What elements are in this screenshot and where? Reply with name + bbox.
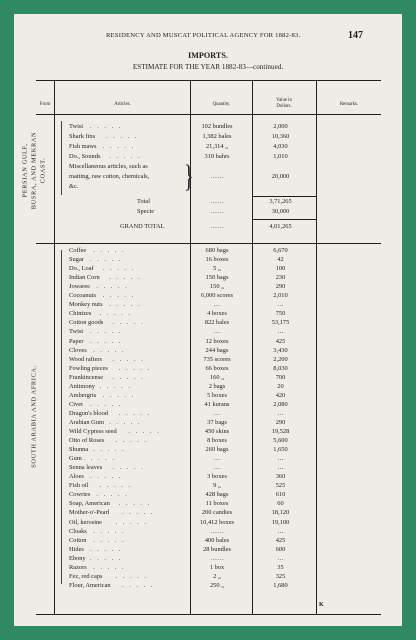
table-row	[14, 152, 402, 162]
col-header-quantity: Quantity.	[212, 102, 231, 107]
article-cell: Wood rafters	[69, 355, 103, 363]
quantity-cell: 160 „	[209, 373, 225, 381]
value-cell: 360	[275, 473, 286, 481]
running-title: RESIDENCY AND MUSCAT POLITICAL AGENCY FOR 1882-83.	[106, 32, 301, 39]
leader-dots: . . . . .	[115, 518, 148, 526]
value-cell: 60	[277, 500, 284, 508]
value-cell: 10,360	[271, 133, 290, 140]
section-label-persian-gulf: PERSIAN GULF, BUSRA, AND MEKRAN COAST.	[21, 131, 47, 210]
value-cell: 525	[275, 482, 286, 490]
total-quantity: ……	[210, 198, 224, 205]
quantity-cell: 66 boxes	[205, 364, 229, 372]
value-cell: 1,680	[273, 581, 288, 589]
leader-dots: . . . . .	[93, 527, 126, 535]
value-cell: 18,120	[271, 509, 290, 517]
signature-mark: K	[319, 602, 324, 608]
article-cell: Ambergris	[69, 391, 97, 399]
quantity-cell: ……	[210, 554, 224, 562]
article-cell: Fish oil	[69, 482, 89, 490]
leader-dots: . . . . .	[96, 491, 129, 499]
grand-total-label: GRAND TOTAL	[120, 223, 165, 230]
value-cell: 5,600	[273, 437, 288, 445]
leader-dots: . . . . .	[102, 292, 136, 300]
leader-dots: . . . . .	[122, 581, 155, 589]
leader-dots: . . . . .	[112, 373, 145, 381]
quantity-cell: 9 „	[213, 482, 221, 490]
article-cell: Senna leaves	[69, 464, 103, 472]
article-cell: Oil, kerosine	[69, 518, 103, 526]
article-cell: Indian Corn	[69, 274, 100, 282]
value-cell: 700	[275, 373, 286, 381]
leader-dots: . . . . .	[99, 482, 132, 490]
article-cell: Monkey nuts	[69, 301, 103, 309]
value-cell: 42	[277, 256, 284, 264]
quantity-cell: 310 bahrs	[204, 153, 230, 160]
value-cell: 4,030	[273, 143, 288, 150]
article-cell: Dragon's blood	[69, 409, 108, 417]
quantity-cell: 680 bags	[205, 247, 229, 254]
quantity-cell: …	[213, 464, 221, 472]
quantity-cell: 2 bags	[208, 382, 226, 390]
leader-dots: . . . . .	[115, 437, 148, 445]
article-cell: Wild Cypress seed	[69, 428, 117, 435]
table-row	[14, 172, 402, 182]
article-cell: Hides	[69, 545, 84, 553]
article-cell: Cotton goods	[69, 319, 104, 327]
value-cell: …	[277, 301, 284, 309]
quantity-cell: 428 bags	[205, 491, 229, 499]
specie-value: 30,000	[271, 208, 290, 215]
article-cell: Jowaree	[69, 283, 90, 291]
col-header-value: Value in Dollars.	[276, 98, 292, 109]
leader-dots: . . . . .	[93, 563, 126, 571]
value-cell: 2,000	[273, 123, 288, 130]
value-cell: …	[277, 328, 284, 336]
table-subtitle: ESTIMATE FOR THE YEAR 1882-83—continued.	[132, 63, 284, 71]
leader-dots: . . . . .	[118, 364, 152, 372]
quantity-cell: 1,382 bales	[202, 133, 232, 140]
quantity-cell: 735 scores	[203, 355, 231, 363]
value-cell: 8,030	[273, 364, 288, 372]
leader-dots: . . . . .	[93, 247, 126, 254]
table-row	[14, 142, 402, 152]
table-row	[14, 182, 402, 192]
value-cell: 20,000	[271, 173, 290, 180]
table-top-rule	[36, 80, 381, 81]
article-cell: Cloaks	[69, 527, 87, 535]
leader-dots: . . . . .	[102, 265, 136, 273]
value-cell: …	[277, 464, 284, 472]
quantity-cell: 3 boxes	[207, 473, 227, 481]
quantity-cell: …	[213, 301, 221, 309]
article-cell: Flour, American	[69, 581, 111, 589]
leader-dots: . . . . .	[112, 319, 145, 327]
grand-total-rule	[252, 219, 316, 220]
page-number: 147	[348, 30, 363, 41]
table-bottom-rule	[36, 614, 381, 615]
leader-dots: . . . . .	[93, 346, 126, 354]
leader-dots: . . . . .	[118, 409, 152, 417]
col-header-remarks: Remarks.	[339, 102, 359, 107]
brace-mark: }	[184, 159, 194, 195]
quantity-cell: 12 boxes	[205, 337, 229, 345]
value-cell: 53,175	[271, 319, 290, 327]
section-label-south-arabia: SOUTH ARABIA AND AFRICA.	[30, 365, 38, 468]
col-header-from: From	[39, 102, 51, 107]
value-cell: …	[277, 554, 284, 562]
quantity-cell: 150 „	[209, 283, 225, 291]
value-cell: …	[277, 527, 284, 535]
leader-dots: . . . . .	[83, 455, 116, 463]
leader-dots: . . . . .	[90, 256, 123, 264]
quantity-cell: 244 bags	[205, 346, 229, 354]
header-bottom-rule	[36, 114, 381, 115]
quantity-cell: 400 bales	[204, 536, 230, 544]
article-cell: Miscellaneous articles, such as	[69, 163, 148, 170]
article-cell: Twist	[69, 123, 84, 130]
grand-total-row	[14, 222, 402, 232]
value-cell: 1,650	[273, 446, 288, 454]
quantity-cell: 250 „	[209, 581, 225, 589]
specie-label: Specie	[137, 208, 155, 215]
quantity-cell: 10,412 boxes	[199, 518, 235, 526]
article-cell: Do., Loaf	[69, 265, 94, 273]
article-cell: Chintzes	[69, 310, 92, 318]
value-cell: 100	[275, 265, 286, 273]
article-cell: Fez, red caps	[69, 572, 103, 580]
quantity-cell: 28 bundles	[203, 545, 231, 553]
quantity-cell: 8 boxes	[207, 437, 227, 445]
leader-dots: . . . . .	[128, 428, 161, 435]
article-cell: Mother-o'-Pearl	[69, 509, 110, 517]
leader-dots: . . . . .	[90, 473, 123, 481]
quantity-cell: 16 boxes	[205, 256, 229, 264]
leader-dots: . . . . .	[93, 536, 126, 544]
article-cell: matting, raw cotton, chemicals,	[69, 173, 150, 180]
leader-dots: . . . . .	[96, 283, 129, 291]
article-cell: Cotton	[69, 536, 87, 544]
value-cell: 2,200	[273, 355, 288, 363]
quantity-cell: 200 candies	[201, 509, 233, 517]
article-cell: Fish maws	[69, 143, 97, 150]
quantity-cell: 450 skins	[204, 428, 230, 435]
value-cell: 290	[275, 418, 286, 426]
value-cell: 6,670	[273, 247, 288, 254]
article-cell: Razors	[69, 563, 87, 571]
table-row	[14, 581, 402, 591]
leader-dots: . . . . .	[99, 382, 132, 390]
leader-dots: . . . . .	[90, 400, 123, 408]
value-cell: 2,010	[273, 292, 288, 300]
value-cell: 420	[275, 391, 286, 399]
quantity-cell: 6,000 scores	[201, 292, 233, 300]
quantity-cell: 822 bales	[204, 319, 230, 327]
quantity-cell: 102 bundles	[201, 123, 233, 130]
quantity-cell: ……	[210, 173, 224, 180]
leader-dots: . . . . .	[99, 310, 132, 318]
value-cell: 750	[275, 310, 286, 318]
leader-dots: . . . . .	[118, 500, 152, 508]
quantity-cell: …	[213, 328, 221, 336]
article-cell: Sugar	[69, 256, 84, 264]
book-page	[14, 14, 402, 626]
quantity-cell: …	[213, 455, 221, 463]
article-cell: Ebony	[69, 554, 86, 562]
leader-dots: . . . . .	[106, 133, 139, 140]
article-cell: Shunna	[69, 446, 89, 454]
leader-dots: . . . . .	[109, 418, 142, 426]
grand-total-quantity: ……	[210, 223, 224, 230]
total-row	[14, 197, 402, 207]
article-cell: Twist	[69, 328, 84, 336]
total-label: Total	[137, 198, 151, 205]
value-cell: 600	[275, 545, 286, 553]
article-cell: Frankincense	[69, 373, 104, 381]
article-cell: Gum	[69, 455, 82, 463]
quantity-cell: 260 bags	[205, 446, 229, 454]
value-cell: 610	[275, 491, 286, 499]
leader-dots: . . . . .	[102, 391, 136, 399]
leader-dots: . . . . .	[90, 123, 123, 130]
leader-dots: . . . . .	[90, 328, 123, 336]
leader-dots: . . . . .	[90, 337, 123, 345]
article-cell: Do., Sounds	[69, 153, 101, 160]
article-cell: &c.	[69, 183, 79, 190]
article-cell: Otto of Roses	[69, 437, 105, 445]
quantity-cell: 5 boxes	[207, 391, 227, 399]
table-row	[14, 162, 402, 172]
col-header-articles: Articles.	[114, 102, 131, 107]
quantity-cell: 37 bags	[207, 418, 227, 426]
article-cell: Coffee	[69, 247, 87, 254]
quantity-cell: ……	[210, 527, 224, 535]
quantity-cell: 41 kurans	[204, 400, 230, 408]
leader-dots: . . . . .	[112, 355, 145, 363]
table-row	[14, 132, 402, 142]
quantity-cell: 21,314 „	[205, 143, 228, 150]
value-cell: 35	[277, 563, 284, 571]
value-cell: 230	[275, 274, 286, 282]
total-value: 3,71,265	[269, 198, 292, 205]
grand-total-value: 4,01,265	[269, 223, 292, 230]
value-cell: 3,430	[273, 346, 288, 354]
value-cell: …	[277, 409, 284, 417]
leader-dots: . . . . .	[109, 274, 142, 282]
article-cell: Soap, American	[69, 500, 110, 508]
value-cell: …	[277, 455, 284, 463]
quantity-cell: 11 boxes	[205, 500, 229, 508]
article-cell: Civet	[69, 400, 83, 408]
leader-dots: . . . . .	[102, 143, 136, 150]
specie-quantity: ……	[210, 208, 224, 215]
leader-dots: . . . . .	[122, 509, 155, 517]
leader-dots: . . . . .	[90, 554, 123, 562]
quantity-cell: 5 „	[213, 265, 221, 273]
table-row	[14, 122, 402, 132]
article-cell: Paper	[69, 337, 84, 345]
value-cell: 1,010	[273, 153, 288, 160]
quantity-cell: 2 „	[213, 572, 221, 580]
leader-dots: . . . . .	[112, 464, 145, 472]
value-cell: 19,100	[271, 518, 290, 526]
value-cell: 425	[275, 337, 286, 345]
leader-dots: . . . . .	[93, 446, 126, 454]
article-cell: Cocoanuts	[69, 292, 96, 300]
quantity-cell: 150 bags	[205, 274, 229, 282]
leader-dots: . . . . .	[109, 301, 142, 309]
article-cell: Fowling pieces	[69, 364, 108, 372]
value-cell: 425	[275, 536, 286, 544]
value-cell: 19,528	[271, 428, 290, 435]
quantity-cell: 1 box	[209, 563, 225, 571]
value-cell: 325	[275, 572, 286, 580]
article-cell: Shark fins	[69, 133, 96, 140]
article-cell: Cloves	[69, 346, 87, 354]
value-cell: 290	[275, 283, 286, 291]
article-cell: Cowries	[69, 491, 91, 499]
section-divider	[36, 243, 381, 244]
table-title: IMPORTS.	[188, 51, 228, 60]
value-cell: 20	[277, 382, 284, 390]
quantity-cell: 4 boxes	[207, 310, 227, 318]
leader-dots: . . . . .	[115, 572, 148, 580]
value-cell: 2,080	[273, 400, 288, 408]
leader-dots: . . . . .	[90, 545, 123, 553]
article-cell: Arabian Gum	[69, 418, 104, 426]
leader-dots: . . . . .	[109, 153, 142, 160]
article-cell: Antimony	[69, 382, 95, 390]
specie-row	[14, 207, 402, 217]
article-cell: Aloes	[69, 473, 84, 481]
quantity-cell: …	[213, 409, 221, 417]
